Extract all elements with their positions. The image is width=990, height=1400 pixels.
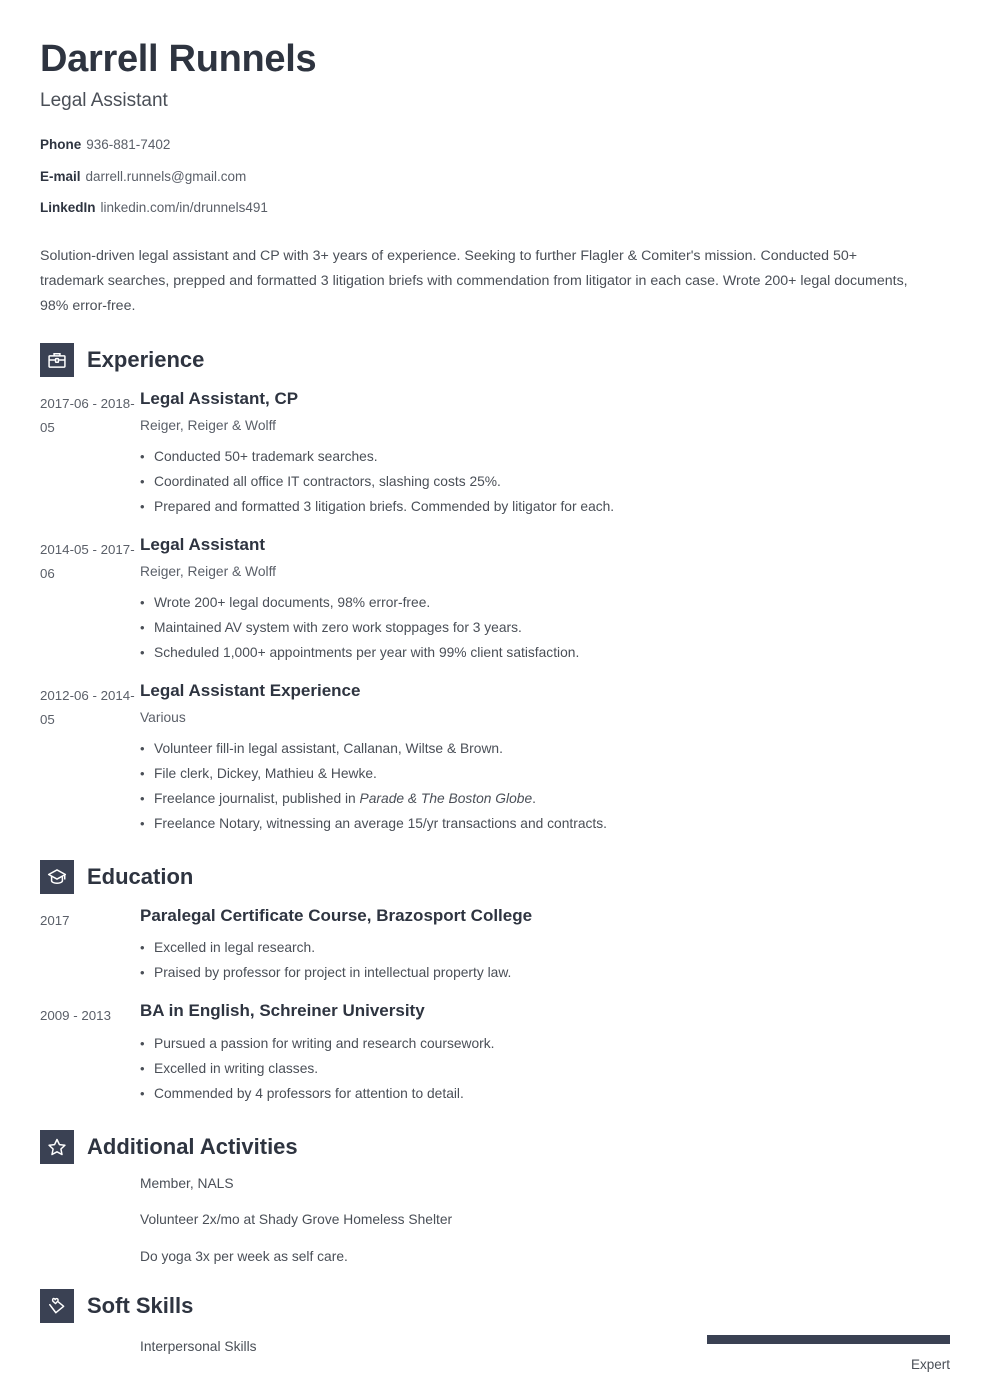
bullet-item: • Excelled in legal research. — [140, 935, 950, 960]
bullet-item: • Coordinated all office IT contractors, slashing costs 25%. — [140, 469, 950, 494]
section-title-soft-skills: Soft Skills — [87, 1293, 194, 1319]
contact-row-linkedin — [40, 201, 950, 215]
bullet-text-post: . — [532, 790, 536, 806]
section-header-additional-activities — [40, 1130, 950, 1164]
entry-organization: Reiger, Reiger & Wolff — [140, 418, 276, 434]
entry-body — [140, 535, 950, 665]
entry-title: Legal Assistant Experience — [140, 680, 361, 700]
activity-item: Member, NALS — [140, 1175, 234, 1191]
entry-bullets — [140, 935, 950, 985]
professional-summary: Solution-driven legal assistant and CP with 3+ years of experience. Seeking to further Flagler & Comiter's mission. Conducted 50+ trademark searches, prepped and formatted 3 litigation briefs with commendation from litigator in each case. Wrote 200+ legal documents, 98% error-free. — [40, 247, 908, 314]
star-icon — [40, 1130, 74, 1164]
entry-bullets — [140, 444, 950, 519]
section-title-additional-activities: Additional Activities — [87, 1133, 298, 1159]
contact-label-linkedin: LinkedIn — [40, 200, 96, 216]
bullet-text-pre: Freelance journalist, published in — [154, 790, 360, 806]
page-title: Darrell Runnels — [40, 38, 317, 80]
hand-heart-icon — [40, 1289, 74, 1323]
contact-row-email — [40, 170, 950, 184]
bullet-item: • Conducted 50+ trademark searches. — [140, 444, 950, 469]
skill-meter — [707, 1335, 950, 1372]
contact-label-phone: Phone — [40, 137, 82, 153]
bullet-item: • Scheduled 1,000+ appointments per year with 99% client satisfaction. — [140, 640, 950, 665]
entry-organization: Reiger, Reiger & Wolff — [140, 564, 276, 580]
section-header-education — [40, 860, 950, 894]
entry-date: 2009 - 2013 — [40, 1008, 111, 1024]
entry-bullets — [140, 736, 950, 836]
skill-row — [140, 1335, 950, 1372]
entry-date: 2012-06 - 2014-05 — [40, 687, 135, 727]
entry-body — [140, 681, 950, 836]
briefcase-icon — [40, 343, 74, 377]
section-title-education: Education — [87, 863, 194, 889]
entry-body — [140, 1001, 950, 1105]
additional-activities-list — [40, 1176, 950, 1266]
contact-value-email[interactable]: darrell.runnels@gmail.com — [85, 168, 247, 184]
bullet-item: • Prepared and formatted 3 litigation briefs. Commended by litigator for each. — [140, 494, 950, 519]
contact-row-phone — [40, 138, 950, 152]
bullet-item: • Freelance Notary, witnessing an average 15/yr transactions and contracts. — [140, 811, 950, 836]
contact-value-phone[interactable]: 936-881-7402 — [86, 137, 171, 153]
entry-title: Legal Assistant — [140, 534, 266, 554]
bullet-item: • Commended by 4 professors for attention to detail. — [140, 1081, 950, 1106]
bullet-item: • File clerk, Dickey, Mathieu & Hewke. — [140, 761, 950, 786]
bullet-item: • Volunteer fill-in legal assistant, Callanan, Wiltse & Brown. — [140, 736, 950, 761]
bullet-item: • Pursued a passion for writing and research coursework. — [140, 1031, 950, 1056]
skill-level-label: Expert — [910, 1357, 950, 1373]
bullet-item: • Maintained AV system with zero work stoppages for 3 years. — [140, 615, 950, 640]
bullet-item: • Praised by professor for project in intellectual property law. — [140, 960, 950, 985]
experience-entry — [40, 389, 950, 519]
education-entry — [40, 1001, 950, 1105]
bullet-item: • Wrote 200+ legal documents, 98% error-free. — [140, 590, 950, 615]
activity-item: Do yoga 3x per week as self care. — [140, 1248, 348, 1264]
bullet-text-emphasis: Parade & The Boston Globe — [359, 790, 533, 806]
contact-label-email: E-mail — [40, 168, 81, 184]
soft-skills-list — [40, 1335, 950, 1372]
skill-name: Interpersonal Skills — [140, 1339, 257, 1355]
section-header-soft-skills — [40, 1289, 950, 1323]
activity-item: Volunteer 2x/mo at Shady Grove Homeless Shelter — [140, 1212, 453, 1228]
entry-bullets — [140, 590, 950, 665]
bullet-item — [140, 786, 950, 811]
contact-value-linkedin[interactable]: linkedin.com/in/drunnels491 — [100, 200, 268, 216]
bullet-item: • Excelled in writing classes. — [140, 1056, 950, 1081]
section-title-experience: Experience — [87, 346, 205, 372]
entry-organization: Various — [140, 710, 186, 726]
section-header-experience — [40, 343, 950, 377]
skill-bar-track — [707, 1335, 950, 1344]
entry-date: 2014-05 - 2017-06 — [40, 541, 135, 581]
skill-bar-fill — [707, 1335, 950, 1344]
entry-body — [140, 906, 950, 985]
job-title: Legal Assistant — [40, 89, 168, 111]
experience-entry — [40, 681, 950, 836]
entry-bullets — [140, 1031, 950, 1106]
contact-list — [40, 138, 950, 215]
education-entry — [40, 906, 950, 985]
experience-entry — [40, 535, 950, 665]
entry-date: 2017 — [40, 912, 70, 928]
entry-body — [140, 389, 950, 519]
graduation-cap-icon — [40, 860, 74, 894]
entry-title: Legal Assistant, CP — [140, 388, 299, 408]
entry-title: BA in English, Schreiner University — [140, 1001, 425, 1021]
entry-title: Paralegal Certificate Course, Brazosport College — [140, 905, 533, 925]
entry-date: 2017-06 - 2018-05 — [40, 395, 135, 435]
